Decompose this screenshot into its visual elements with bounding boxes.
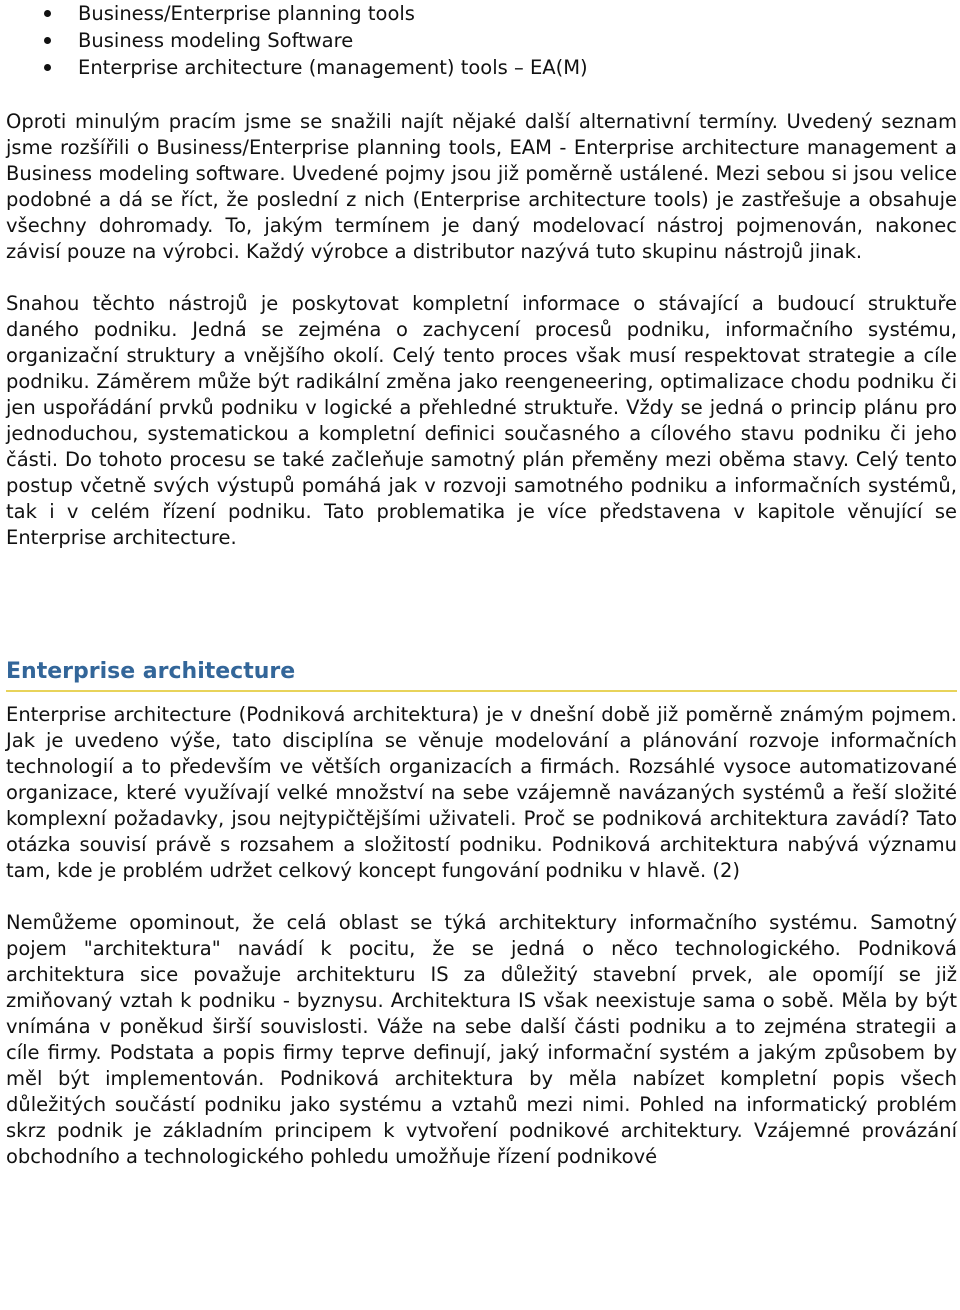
paragraph-tools-purpose: Snahou těchto nástrojů je poskytovat kompletní informace o stávající a budoucí struktuře daného podniku. Jedná se zejména o zachycení procesů podniku, informačního systému, organizační struktury a vnějšího okolí. Celý tento proces však musí respektovat strategie a cíle podniku. Záměrem může být radikální změna jako reengeneering, optimalizace chodu podniku či jen uspořádání prvků podniku v logické a přehledné struktuře. Vždy se jedná o princip plánu pro jednoduchou, systematickou a kompletní definici současného a cílového stavu podniku či jeho části. Do tohoto procesu se také začleňuje samotný plán přeměny mezi oběma stavy. Celý tento postup včetně svých výstupů pomáhá jak v rozvoji samotného podniku a informačních systémů, tak i v celém řízení podniku. Tato problematika je více představena v kapitole věnující se Enterprise architecture. — [6, 292, 957, 549]
section-heading: Enterprise architecture — [6, 657, 957, 692]
bullet-icon — [44, 37, 51, 44]
tools-bullet-list — [6, 0, 957, 81]
list-item-text: Business modeling Software — [78, 29, 354, 52]
bullet-icon — [44, 64, 51, 71]
list-item — [6, 0, 957, 27]
paragraph-ea-definition: Enterprise architecture (Podniková architektura) je v dnešní době již poměrně známým pojmem. Jak je uvedeno výše, tato disciplína se věnuje modelování a plánování rozvoje informačních technologií a to především ve větších organizacích a firmách. Rozsáhlé vysoce automatizované organizace, které využívají velké množství na sebe vzájemně navázaných systémů a řeší složité komplexní požadavky, jsou nejtypičtějšími uživateli. Proč se podniková architektura zavádí? Tato otázka souvisí právě s rozsahem a složitostí podniku. Podniková architektura nabývá významu tam, kde je problém udržet celkový koncept fungování podniku v hlavě. (2) — [6, 703, 957, 882]
paragraph-alternative-terms: Oproti minulým pracím jsme se snažili najít nějaké další alternativní termíny. Uvedený seznam jsme rozšířili o Business/Enterprise planning tools, EAM - Enterprise architecture management a Business modeling software. Uvedené pojmy jsou již poměrně ustálené. Mezi sebou si jsou velice podobné a dá se říct, že poslední z nich (Enterprise architecture tools) je zastřešuje a obsahuje všechny dohromady. To, jakým termínem je daný modelovací nástroj pojmenován, nakonec závisí pouze na výrobci. Každý výrobce a distributor nazývá tuto skupinu nástrojů jinak. — [6, 110, 957, 263]
paragraph-is-architecture: Nemůžeme opominout, že celá oblast se týká architektury informačního systému. Samotný pojem "architektura" navádí k pocitu, že se jedná o něco technologického. Podniková architektura sice považuje architekturu IS za důležitý stavební prvek, ale opomíjí se již zmiňovaný vztah k podniku - byznysu. Architektura IS však neexistuje sama o sobě. Měla by být vnímána v poněkud širší souvislosti. Váže na sebe další části podniku a to zejména strategii a cíle firmy. Podstata a popis firmy teprve definují, jaký informační systém a jakým způsobem by měl být implementován. Podniková architektura by měla nabízet kompletní popis všech důležitých součástí podniku jako systému a vztahů mezi nimi. Pohled na informatický problém skrz podnik je základním principem k vytvoření podnikové architektury. Vzájemné provázání obchodního a technologického pohledu umožňuje řízení podnikové — [6, 911, 957, 1168]
list-item — [6, 27, 957, 54]
list-item-text: Business/Enterprise planning tools — [78, 2, 415, 25]
bullet-icon — [44, 10, 51, 17]
list-item — [6, 54, 957, 81]
document-page — [6, 0, 957, 1170]
list-item-text: Enterprise architecture (management) tools – EA(M) — [78, 56, 588, 79]
